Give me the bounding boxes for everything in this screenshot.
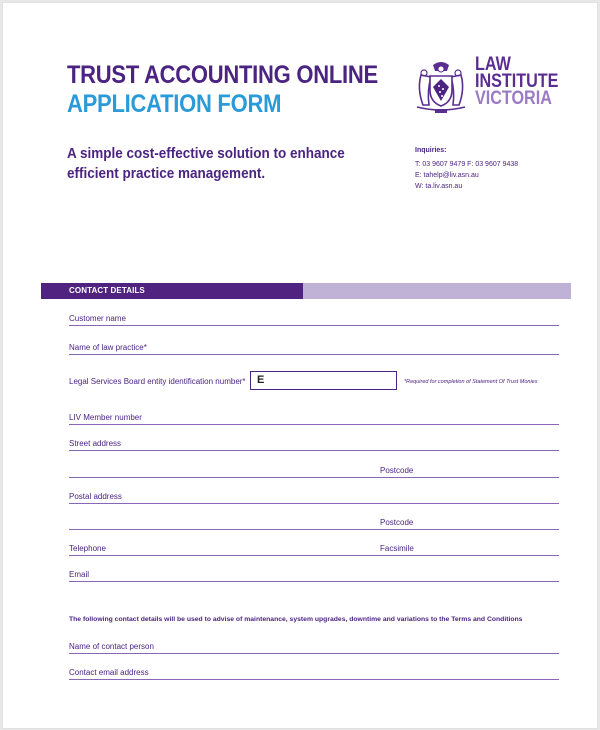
tagline <box>67 144 345 184</box>
tagline-line1: A simple cost-effective solution to enhance <box>67 145 345 162</box>
coat-of-arms-icon <box>413 59 469 115</box>
section-title: CONTACT DETAILS <box>69 286 145 295</box>
liv-logo-text <box>475 56 558 107</box>
contact-notice: The following contact details will be used to advise of maintenance, system upgrades, downtime and variations to the Terms and Conditions <box>69 616 523 623</box>
street-postcode-label: Postcode <box>380 466 414 475</box>
form-title-line1: TRUST ACCOUNTING ONLINE <box>67 61 378 89</box>
inquiries-email[interactable]: E: tahelp@liv.asn.au <box>415 172 479 179</box>
logo-line3: VICTORIA <box>475 88 552 109</box>
form-title-line2: APPLICATION FORM <box>67 90 282 118</box>
lsb-id-prefix: E <box>257 374 265 386</box>
form-page <box>2 2 598 729</box>
email-label: Email <box>69 570 90 579</box>
liv-member-number-field[interactable] <box>69 410 559 425</box>
inquiries-phone-fax: T: 03 9607 9479 F: 03 9607 9438 <box>415 161 519 168</box>
lsb-id-label: Legal Services Board entity identification number* <box>69 377 246 386</box>
postal-postcode-label: Postcode <box>380 518 414 527</box>
contact-email-field[interactable] <box>69 665 559 680</box>
logo-line1: LAW <box>475 54 511 75</box>
contact-person-field[interactable] <box>69 639 559 654</box>
contact-details-section-header <box>41 283 571 299</box>
lsb-id-note: *Required for completion of Statement Of Trust Monies <box>404 379 538 385</box>
postal-address-label: Postal address <box>69 492 122 501</box>
law-practice-field[interactable] <box>69 340 559 355</box>
street-address-label: Street address <box>69 439 122 448</box>
contact-email-label: Contact email address <box>69 668 149 677</box>
liv-member-number-label: LIV Member number <box>69 413 142 422</box>
contact-person-label: Name of contact person <box>69 642 154 651</box>
section-bar-light <box>303 283 571 299</box>
street-address-field[interactable] <box>69 436 559 451</box>
law-practice-label: Name of law practice* <box>69 343 147 352</box>
logo-line2: INSTITUTE <box>475 71 559 92</box>
street-address-line2-field[interactable] <box>69 463 559 478</box>
email-field[interactable] <box>69 567 559 582</box>
customer-name-label: Customer name <box>69 314 126 323</box>
telephone-field[interactable] <box>69 541 559 556</box>
postal-address-line2-field[interactable] <box>69 515 559 530</box>
inquiries-web[interactable]: W: ta.liv.asn.au <box>415 183 463 190</box>
customer-name-field[interactable] <box>69 311 559 326</box>
tagline-line2: efficient practice management. <box>67 165 266 182</box>
inquiries-heading: Inquiries: <box>415 147 447 154</box>
lsb-id-input[interactable] <box>250 371 397 390</box>
inquiries-block <box>415 145 518 192</box>
telephone-label: Telephone <box>69 544 106 553</box>
facsimile-label: Facsimile <box>380 544 414 553</box>
postal-address-field[interactable] <box>69 489 559 504</box>
